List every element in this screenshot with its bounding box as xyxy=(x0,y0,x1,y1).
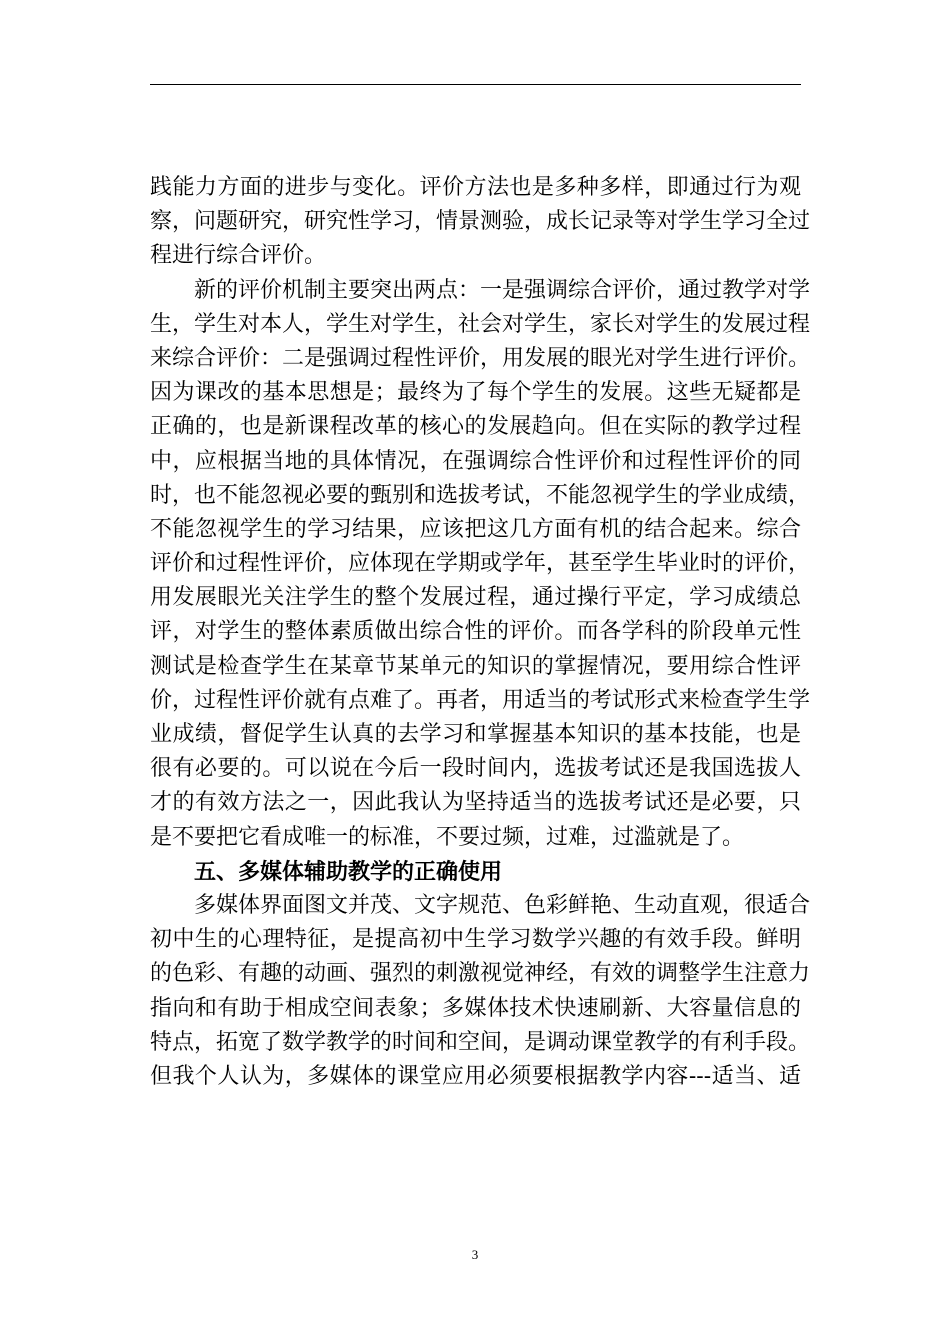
document-body xyxy=(150,171,811,1094)
text-line: 用发展眼光关注学生的整个发展过程，通过操行平定，学习成绩总 xyxy=(150,585,801,611)
text-line: 正确的，也是新课程改革的核心的发展趋向。但在实际的教学过程 xyxy=(150,414,801,440)
text-line: 测试是检查学生在某章节某单元的知识的掌握情况，要用综合性评 xyxy=(150,653,801,679)
text-line: 但我个人认为，多媒体的课堂应用必须要根据教学内容---适当、适 xyxy=(150,1063,801,1089)
text-line: 初中生的心理特征，是提高初中生学习数学兴趣的有效手段。鲜明 xyxy=(150,927,801,953)
text-line: 价，过程性评价就有点难了。再者，用适当的考试形式来检查学生学 xyxy=(150,687,811,713)
text-line: 中，应根据当地的具体情况，在强调综合性评价和过程性评价的同 xyxy=(150,448,801,474)
text-line: 多媒体界面图文并茂、文字规范、色彩鲜艳、生动直观，很适合 xyxy=(194,892,811,918)
section-heading: 五、多媒体辅助教学的正确使用 xyxy=(194,858,503,885)
text-line: 时，也不能忽视必要的甄别和选拔考试，不能忽视学生的学业成绩， xyxy=(150,482,811,508)
text-line: 评，对学生的整体素质做出综合性的评价。而各学科的阶段单元性 xyxy=(150,619,801,645)
text-line: 特点，拓宽了数学教学的时间和空间，是调动课堂教学的有利手段。 xyxy=(150,1029,811,1055)
text-line: 业成绩，督促学生认真的去学习和掌握基本知识的基本技能，也是 xyxy=(150,722,801,747)
text-line: 因为课改的基本思想是；最终为了每个学生的发展。这些无疑都是 xyxy=(150,380,801,406)
text-line: 才的有效方法之一，因此我认为坚持适当的选拔考试还是必要，只 xyxy=(150,790,801,816)
page-number: 3 xyxy=(471,1247,479,1262)
text-line: 不能忽视学生的学习结果，应该把这几方面有机的结合起来。综合 xyxy=(150,516,801,542)
text-line: 来综合评价：二是强调过程性评价，用发展的眼光对学生进行评价。 xyxy=(150,345,811,371)
text-line: 新的评价机制主要突出两点：一是强调综合评价，通过教学对学 xyxy=(194,277,811,303)
text-line: 生，学生对本人，学生对学生，社会对学生，家长对学生的发展过程 xyxy=(150,311,811,337)
header-rule xyxy=(150,84,801,85)
text-line: 程进行综合评价。 xyxy=(150,243,327,269)
text-line: 指向和有助于相成空间表象；多媒体技术快速刷新、大容量信息的 xyxy=(150,995,801,1021)
text-line: 践能力方面的进步与变化。评价方法也是多种多样，即通过行为观 xyxy=(150,175,801,200)
text-line: 评价和过程性评价，应体现在学期或学年，甚至学生毕业时的评价， xyxy=(150,551,811,577)
text-line: 很有必要的。可以说在今后一段时间内，选拔考试还是我国选拔人 xyxy=(150,756,801,782)
text-line: 的色彩、有趣的动画、强烈的刺激视觉神经，有效的调整学生注意力 xyxy=(150,961,811,987)
text-line: 察，问题研究，研究性学习，情景测验，成长记录等对学生学习全过 xyxy=(150,209,811,235)
text-line: 是不要把它看成唯一的标准，不要过频，过难，过滥就是了。 xyxy=(150,824,745,850)
